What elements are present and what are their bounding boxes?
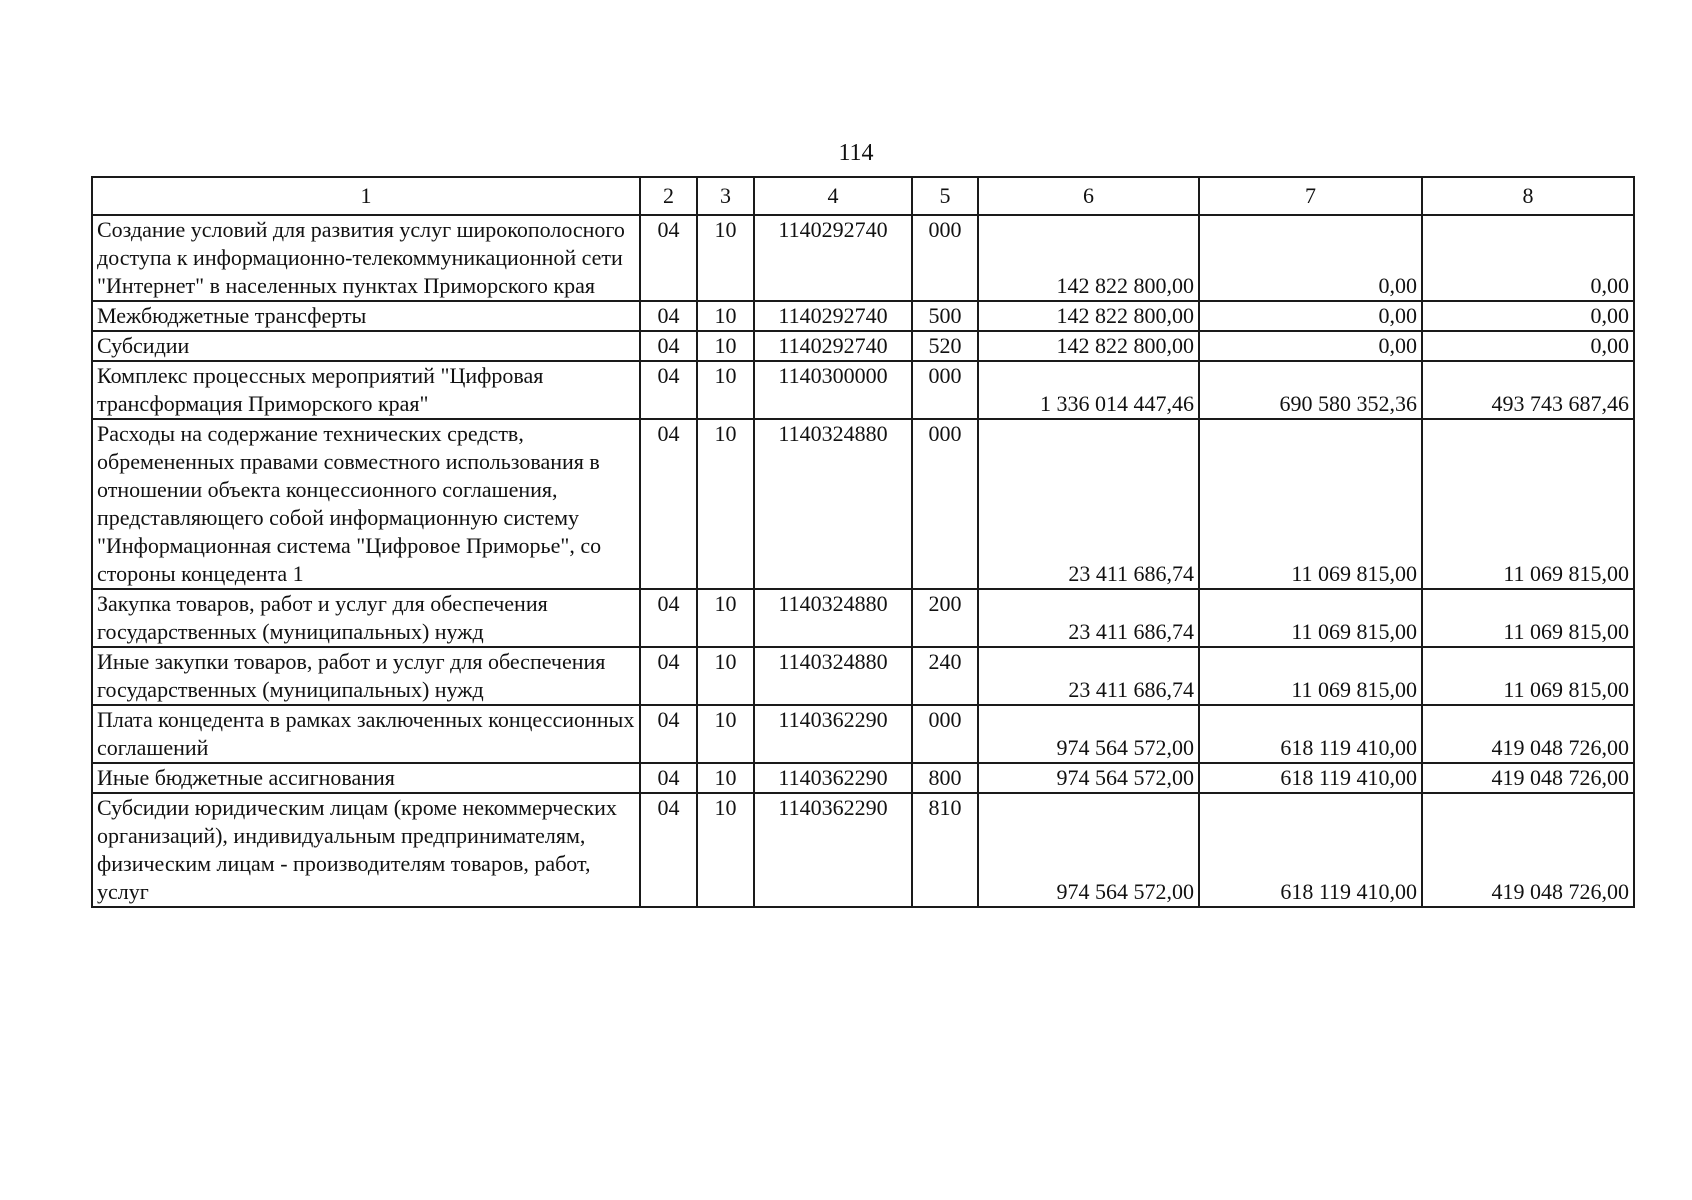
amount-col-7: 11 069 815,00 [1199, 419, 1422, 589]
amount-col-8: 419 048 726,00 [1422, 763, 1634, 793]
column-header: 3 [697, 177, 754, 215]
table-row [92, 705, 1634, 763]
expense-type-code: 520 [912, 331, 978, 361]
amount-col-8: 11 069 815,00 [1422, 647, 1634, 705]
target-article-code: 1140362290 [754, 763, 912, 793]
table-row [92, 361, 1634, 419]
budget-table [91, 176, 1635, 908]
amount-col-6: 23 411 686,74 [978, 647, 1199, 705]
amount-col-6: 23 411 686,74 [978, 419, 1199, 589]
row-name: Расходы на содержание технических средств, обремененных правами совместного использования в отношении объекта концессионного соглашения, представляющего собой информационную систему "Информационная система "Цифровое Приморье", со стороны концедента 1 [92, 419, 640, 589]
table-row [92, 589, 1634, 647]
amount-col-7: 0,00 [1199, 331, 1422, 361]
target-article-code: 1140324880 [754, 589, 912, 647]
amount-col-8: 0,00 [1422, 215, 1634, 301]
amount-col-7: 0,00 [1199, 215, 1422, 301]
table-row [92, 301, 1634, 331]
amount-col-7: 0,00 [1199, 301, 1422, 331]
amount-col-8: 11 069 815,00 [1422, 419, 1634, 589]
table-row [92, 647, 1634, 705]
amount-col-6: 23 411 686,74 [978, 589, 1199, 647]
amount-col-7: 618 119 410,00 [1199, 705, 1422, 763]
expense-type-code: 000 [912, 419, 978, 589]
amount-col-6: 1 336 014 447,46 [978, 361, 1199, 419]
amount-col-8: 493 743 687,46 [1422, 361, 1634, 419]
row-name: Плата концедента в рамках заключенных концессионных соглашений [92, 705, 640, 763]
subsection-code: 10 [697, 763, 754, 793]
subsection-code: 10 [697, 793, 754, 907]
section-code: 04 [640, 419, 697, 589]
table-row [92, 763, 1634, 793]
expense-type-code: 200 [912, 589, 978, 647]
subsection-code: 10 [697, 331, 754, 361]
column-header: 5 [912, 177, 978, 215]
expense-type-code: 000 [912, 705, 978, 763]
amount-col-6: 142 822 800,00 [978, 215, 1199, 301]
amount-col-7: 618 119 410,00 [1199, 793, 1422, 907]
expense-type-code: 800 [912, 763, 978, 793]
target-article-code: 1140362290 [754, 793, 912, 907]
amount-col-7: 618 119 410,00 [1199, 763, 1422, 793]
amount-col-8: 11 069 815,00 [1422, 589, 1634, 647]
row-name: Создание условий для развития услуг широкополосного доступа к информационно-телекоммуникационной сети "Интернет" в населенных пунктах Приморского края [92, 215, 640, 301]
section-code: 04 [640, 301, 697, 331]
amount-col-6: 974 564 572,00 [978, 705, 1199, 763]
amount-col-8: 0,00 [1422, 331, 1634, 361]
page-number: 114 [838, 140, 874, 166]
column-header: 7 [1199, 177, 1422, 215]
row-name: Иные закупки товаров, работ и услуг для обеспечения государственных (муниципальных) нужд [92, 647, 640, 705]
column-header: 6 [978, 177, 1199, 215]
row-name: Субсидии юридическим лицам (кроме некоммерческих организаций), индивидуальным предпринимателям, физическим лицам - производителям товаров, работ, услуг [92, 793, 640, 907]
subsection-code: 10 [697, 705, 754, 763]
subsection-code: 10 [697, 419, 754, 589]
section-code: 04 [640, 793, 697, 907]
section-code: 04 [640, 215, 697, 301]
target-article-code: 1140292740 [754, 331, 912, 361]
row-name: Комплекс процессных мероприятий "Цифровая трансформация Приморского края" [92, 361, 640, 419]
target-article-code: 1140324880 [754, 419, 912, 589]
amount-col-7: 690 580 352,36 [1199, 361, 1422, 419]
row-name: Закупка товаров, работ и услуг для обеспечения государственных (муниципальных) нужд [92, 589, 640, 647]
table-row [92, 419, 1634, 589]
target-article-code: 1140292740 [754, 215, 912, 301]
section-code: 04 [640, 331, 697, 361]
amount-col-6: 974 564 572,00 [978, 793, 1199, 907]
amount-col-8: 419 048 726,00 [1422, 705, 1634, 763]
row-name: Межбюджетные трансферты [92, 301, 640, 331]
amount-col-6: 142 822 800,00 [978, 331, 1199, 361]
section-code: 04 [640, 589, 697, 647]
column-header: 2 [640, 177, 697, 215]
subsection-code: 10 [697, 361, 754, 419]
expense-type-code: 000 [912, 215, 978, 301]
target-article-code: 1140324880 [754, 647, 912, 705]
subsection-code: 10 [697, 301, 754, 331]
column-header: 1 [92, 177, 640, 215]
column-header: 4 [754, 177, 912, 215]
section-code: 04 [640, 705, 697, 763]
subsection-code: 10 [697, 647, 754, 705]
amount-col-7: 11 069 815,00 [1199, 647, 1422, 705]
table-row [92, 331, 1634, 361]
row-name: Иные бюджетные ассигнования [92, 763, 640, 793]
subsection-code: 10 [697, 215, 754, 301]
table-row [92, 215, 1634, 301]
target-article-code: 1140292740 [754, 301, 912, 331]
subsection-code: 10 [697, 589, 754, 647]
amount-col-6: 142 822 800,00 [978, 301, 1199, 331]
section-code: 04 [640, 647, 697, 705]
section-code: 04 [640, 361, 697, 419]
table-row [92, 793, 1634, 907]
expense-type-code: 000 [912, 361, 978, 419]
amount-col-6: 974 564 572,00 [978, 763, 1199, 793]
header-row [92, 177, 1634, 215]
amount-col-8: 0,00 [1422, 301, 1634, 331]
section-code: 04 [640, 763, 697, 793]
amount-col-7: 11 069 815,00 [1199, 589, 1422, 647]
target-article-code: 1140300000 [754, 361, 912, 419]
column-header: 8 [1422, 177, 1634, 215]
expense-type-code: 500 [912, 301, 978, 331]
amount-col-8: 419 048 726,00 [1422, 793, 1634, 907]
expense-type-code: 810 [912, 793, 978, 907]
target-article-code: 1140362290 [754, 705, 912, 763]
row-name: Субсидии [92, 331, 640, 361]
expense-type-code: 240 [912, 647, 978, 705]
